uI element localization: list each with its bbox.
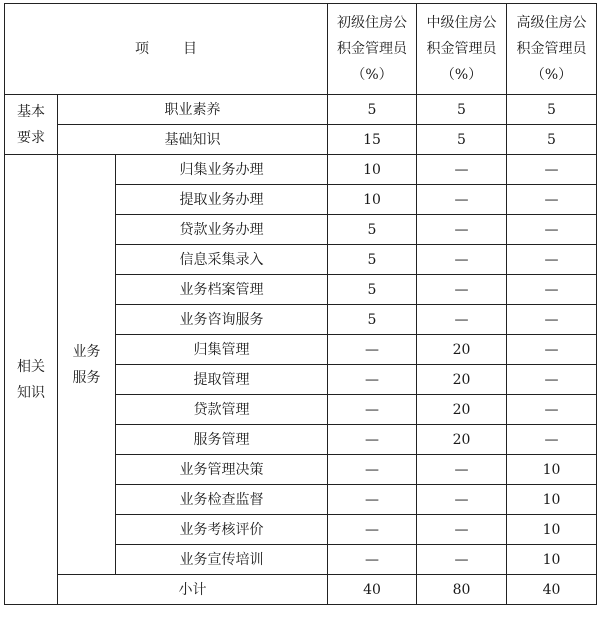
cell-intermediate: —: [417, 515, 507, 545]
header-row: [5, 4, 597, 95]
col-header-senior: 高级住房公 积金管理员 （%）: [507, 4, 597, 95]
cell-senior: —: [507, 365, 597, 395]
cell-intermediate: 5: [417, 125, 507, 155]
row-label: 信息采集录入: [116, 245, 328, 275]
cell-senior: —: [507, 275, 597, 305]
row-label: 归集管理: [116, 335, 328, 365]
subtotal-label: 小计: [58, 575, 328, 605]
related-group-label: 相关 知识: [5, 155, 58, 605]
cell-intermediate: —: [417, 485, 507, 515]
cell-intermediate: —: [417, 245, 507, 275]
cell-senior: 10: [507, 455, 597, 485]
cell-senior: —: [507, 215, 597, 245]
cell-intermediate: —: [417, 545, 507, 575]
row-label: 业务咨询服务: [116, 305, 328, 335]
table-row: [5, 155, 597, 185]
cell-intermediate: 20: [417, 365, 507, 395]
col-header-intermediate: 中级住房公 积金管理员 （%）: [417, 4, 507, 95]
cell-senior: —: [507, 305, 597, 335]
row-label: 业务档案管理: [116, 275, 328, 305]
col-header-primary: 初级住房公 积金管理员 （%）: [328, 4, 417, 95]
cell-senior: —: [507, 395, 597, 425]
cell-primary: —: [328, 455, 417, 485]
cell-primary: 5: [328, 95, 417, 125]
cell-senior: —: [507, 185, 597, 215]
row-label: 业务检查监督: [116, 485, 328, 515]
row-label: 归集业务办理: [116, 155, 328, 185]
cell-primary: —: [328, 425, 417, 455]
cell-primary: —: [328, 395, 417, 425]
cell-senior: 10: [507, 545, 597, 575]
weight-table: [4, 3, 597, 605]
cell-senior: —: [507, 425, 597, 455]
row-label: 贷款业务办理: [116, 215, 328, 245]
cell-primary: —: [328, 365, 417, 395]
cell-primary: 5: [328, 275, 417, 305]
cell-intermediate: —: [417, 275, 507, 305]
row-label: 提取管理: [116, 365, 328, 395]
cell-primary: 15: [328, 125, 417, 155]
row-label: 贷款管理: [116, 395, 328, 425]
subtotal-row: [5, 575, 597, 605]
cell-primary: 5: [328, 305, 417, 335]
cell-intermediate: —: [417, 185, 507, 215]
cell-intermediate: —: [417, 215, 507, 245]
cell-primary: —: [328, 335, 417, 365]
row-label: 业务管理决策: [116, 455, 328, 485]
basic-group-label: 基本 要求: [5, 95, 58, 155]
business-service-label: 业务 服务: [58, 155, 116, 575]
cell-intermediate: 5: [417, 95, 507, 125]
subtotal-primary: 40: [328, 575, 417, 605]
row-label: 基础知识: [58, 125, 328, 155]
table-row: [5, 95, 597, 125]
item-header-char-1: 项: [135, 41, 149, 57]
cell-senior: —: [507, 155, 597, 185]
cell-primary: 5: [328, 215, 417, 245]
item-header: [5, 4, 328, 95]
cell-senior: 10: [507, 515, 597, 545]
row-label: 提取业务办理: [116, 185, 328, 215]
cell-intermediate: 20: [417, 335, 507, 365]
cell-senior: 10: [507, 485, 597, 515]
cell-intermediate: 20: [417, 425, 507, 455]
table-row: [5, 125, 597, 155]
row-label: 服务管理: [116, 425, 328, 455]
item-header-char-2: 目: [183, 41, 197, 57]
cell-primary: 5: [328, 245, 417, 275]
cell-primary: 10: [328, 185, 417, 215]
row-label: 职业素养: [58, 95, 328, 125]
cell-primary: —: [328, 515, 417, 545]
row-label: 业务宣传培训: [116, 545, 328, 575]
cell-intermediate: —: [417, 305, 507, 335]
subtotal-senior: 40: [507, 575, 597, 605]
cell-primary: —: [328, 485, 417, 515]
row-label: 业务考核评价: [116, 515, 328, 545]
cell-intermediate: 20: [417, 395, 507, 425]
cell-senior: —: [507, 335, 597, 365]
subtotal-intermediate: 80: [417, 575, 507, 605]
cell-intermediate: —: [417, 455, 507, 485]
cell-senior: 5: [507, 95, 597, 125]
cell-primary: 10: [328, 155, 417, 185]
cell-primary: —: [328, 545, 417, 575]
cell-senior: —: [507, 245, 597, 275]
cell-intermediate: —: [417, 155, 507, 185]
cell-senior: 5: [507, 125, 597, 155]
